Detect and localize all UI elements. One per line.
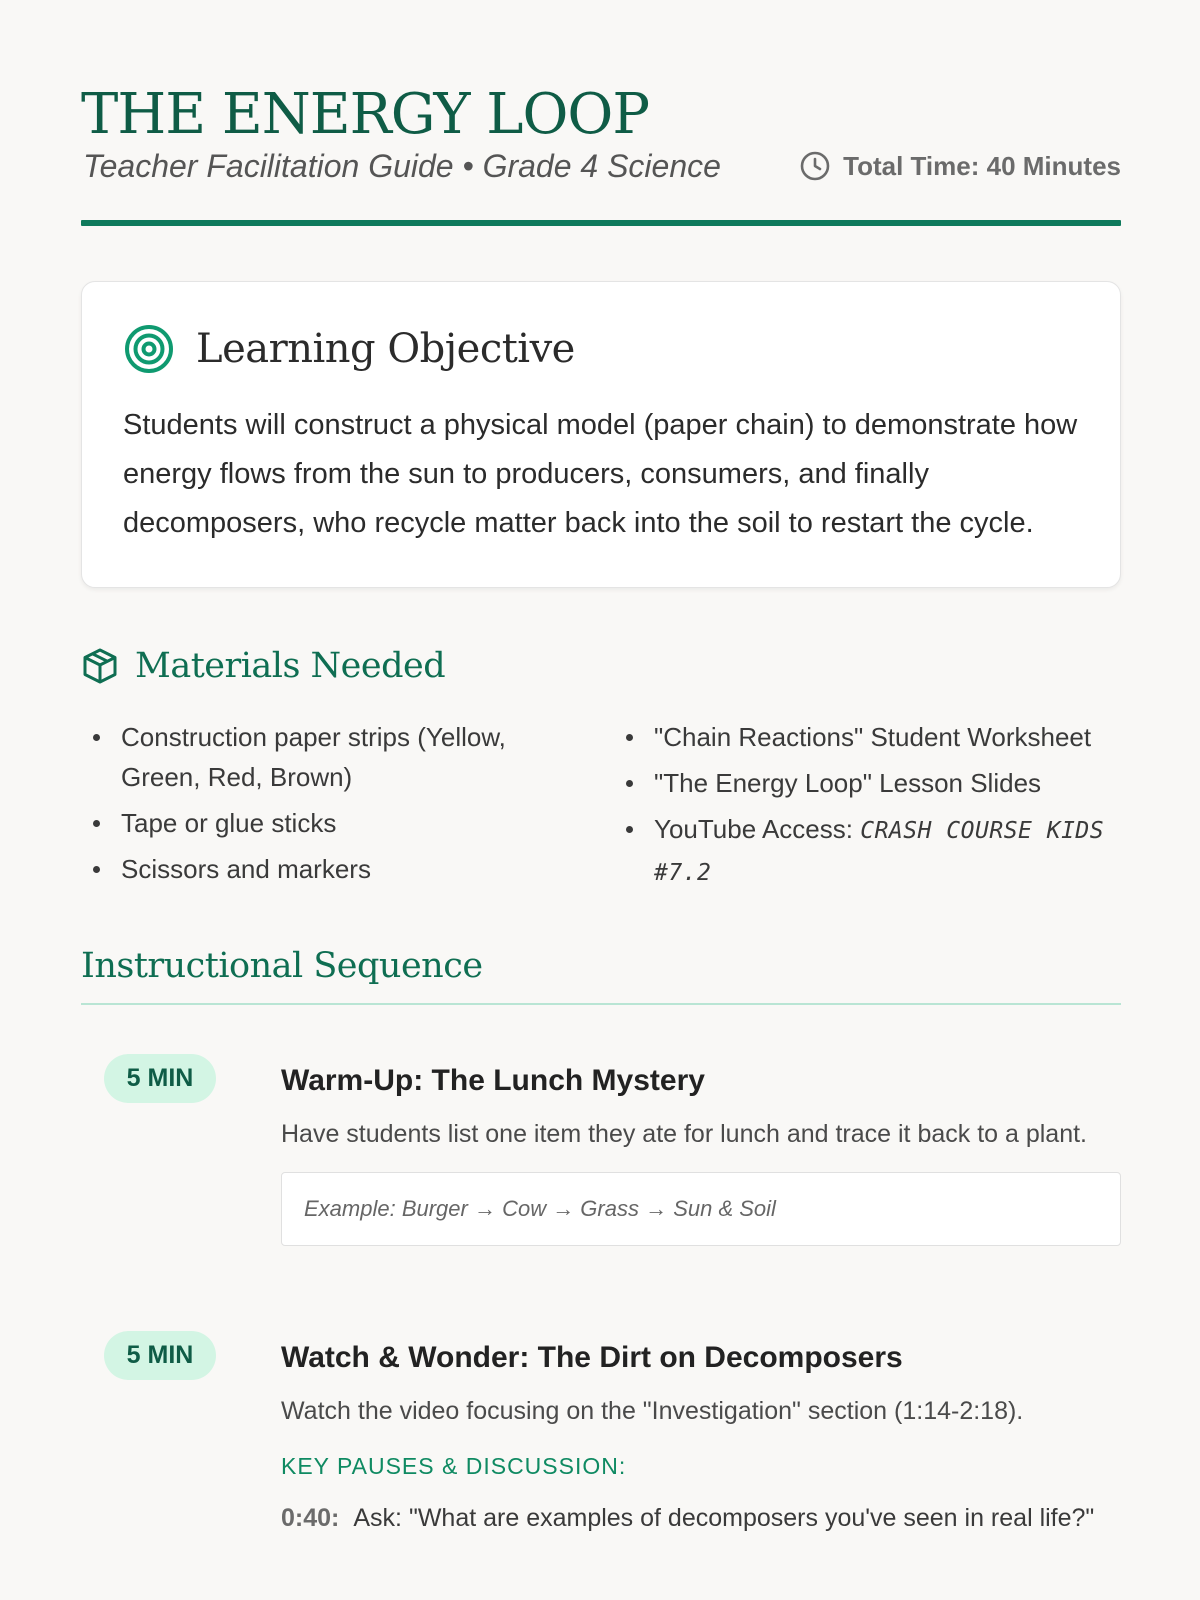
objective-text: Students will construct a physical model (paper chain) to demonstrate how energy flows from the sun to producers, consumers, and finally decomposers, who recycle matter back into the soil to restart the cycle. xyxy=(123,409,1078,539)
list-item: Scissors and markers xyxy=(81,849,551,889)
page-subtitle: Teacher Facilitation Guide • Grade 4 Science xyxy=(83,148,721,184)
total-time-label: Total Time: 40 Minutes xyxy=(843,150,1121,181)
step-title: Warm-Up: The Lunch Mystery xyxy=(281,1064,705,1097)
sequence-title: Instructional Sequence xyxy=(81,946,483,986)
objective-header xyxy=(124,324,575,374)
step-description: Have students list one item they ate for lunch and trace it back to a plant. xyxy=(281,1120,1088,1148)
list-item: "The Energy Loop" Lesson Slides xyxy=(614,763,1124,803)
step-body xyxy=(281,1341,1121,1538)
clock-icon xyxy=(799,150,831,182)
box-icon xyxy=(81,647,119,685)
total-time xyxy=(799,150,1121,182)
header-divider xyxy=(81,220,1121,226)
objective-title: Learning Objective xyxy=(196,326,575,372)
list-item: "Chain Reactions" Student Worksheet xyxy=(614,717,1124,757)
materials-list-left xyxy=(81,717,551,895)
duration-badge: 5 MIN xyxy=(104,1054,216,1103)
example-box: Example: Burger → Cow → Grass → Sun & Soil xyxy=(281,1172,1121,1246)
pause-time: 0:40: xyxy=(281,1504,340,1532)
learning-objective-card xyxy=(81,281,1121,588)
materials-title: Materials Needed xyxy=(135,646,446,686)
step-body xyxy=(281,1064,1121,1246)
key-pauses-label: KEY PAUSES & DISCUSSION: xyxy=(281,1453,627,1479)
youtube-prefix: YouTube Access: xyxy=(654,814,861,844)
step-description: Watch the video focusing on the "Investigation" section (1:14-2:18). xyxy=(281,1397,1024,1425)
materials-header xyxy=(81,646,445,686)
sequence-divider xyxy=(81,1003,1121,1005)
materials-list-right xyxy=(614,717,1124,899)
youtube-code: CRASH COURSE KIDS #7.2 xyxy=(654,818,1105,886)
pause-text: Ask: "What are examples of decomposers you've seen in real life?" xyxy=(353,1504,1095,1532)
duration-badge: 5 MIN xyxy=(104,1331,216,1380)
page-title: THE ENERGY LOOP xyxy=(81,82,649,147)
key-pause-row xyxy=(281,1498,1121,1538)
list-item: Tape or glue sticks xyxy=(81,803,551,843)
target-icon xyxy=(124,324,174,374)
list-item-youtube xyxy=(614,809,1124,893)
step-title: Watch & Wonder: The Dirt on Decomposers xyxy=(281,1341,903,1374)
list-item: Construction paper strips (Yellow, Green, Red, Brown) xyxy=(81,717,551,797)
